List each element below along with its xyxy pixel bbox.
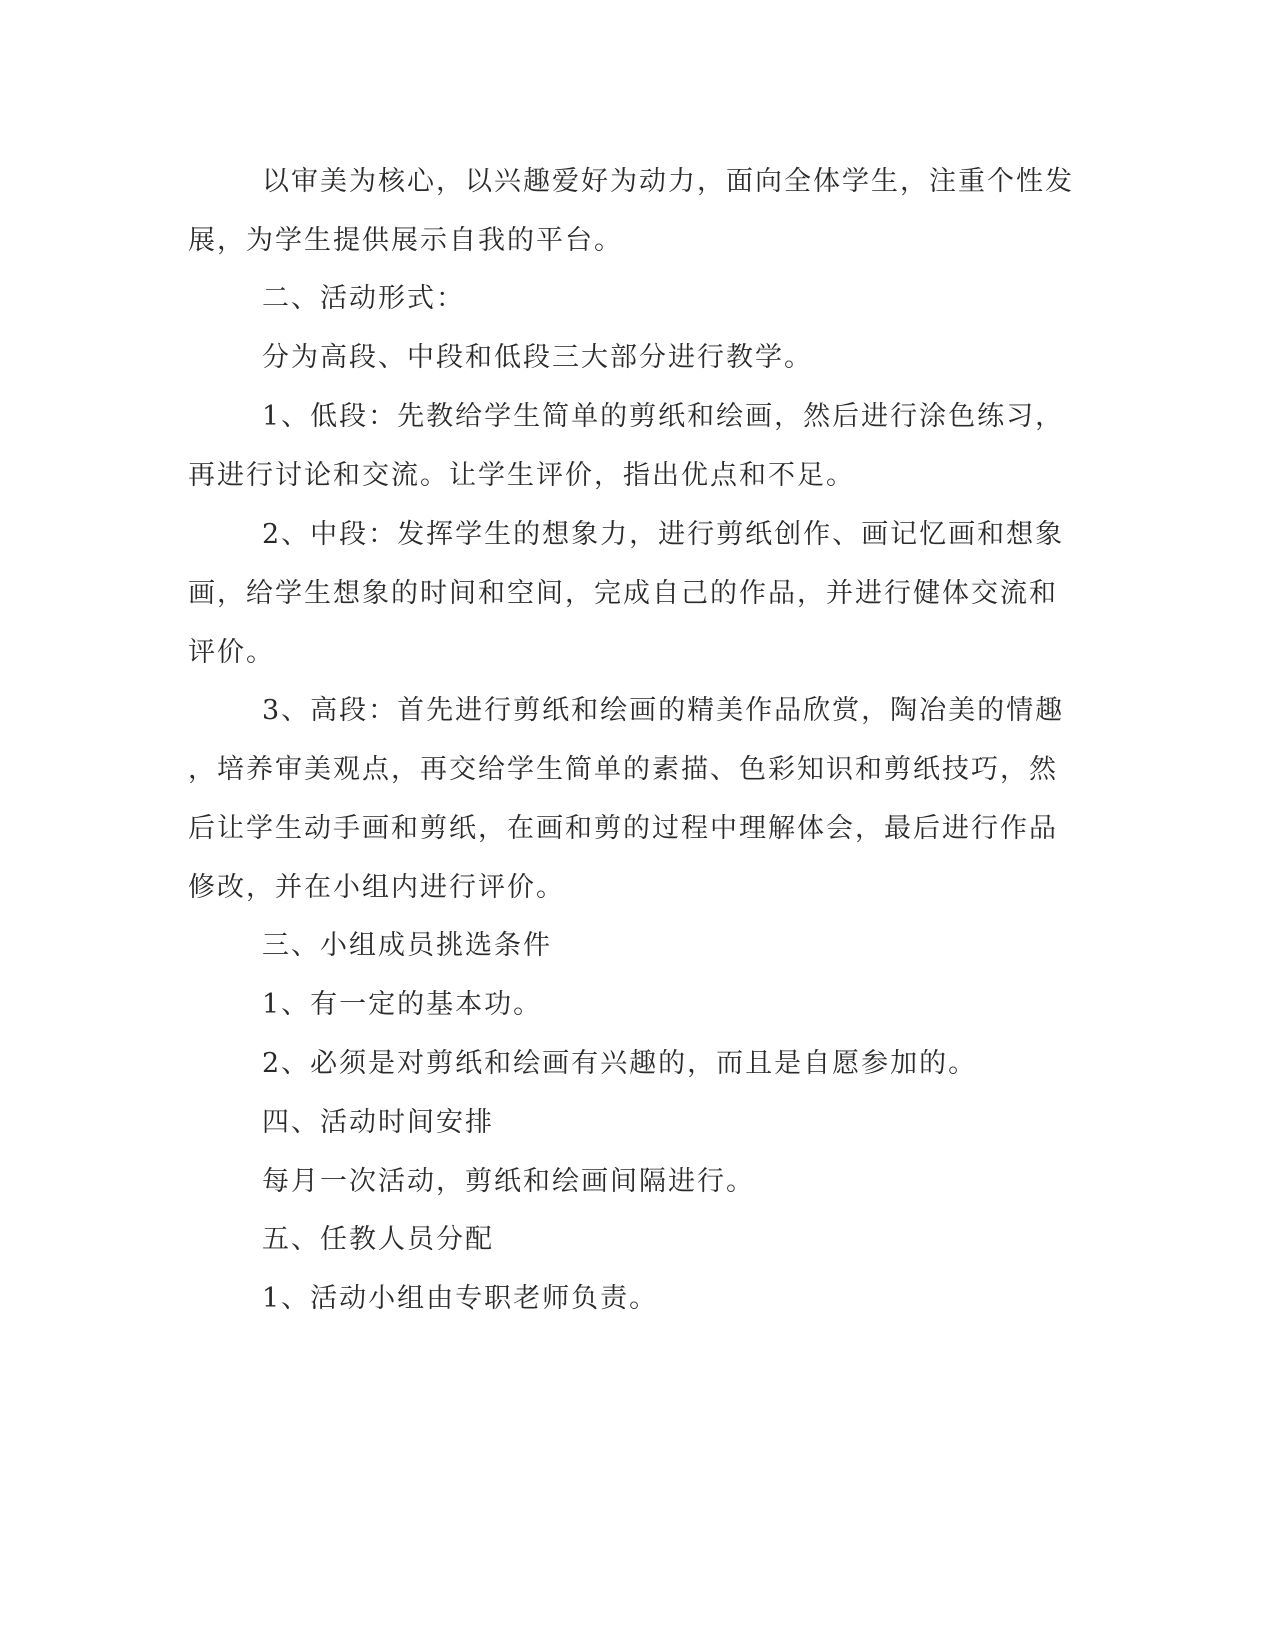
section-heading: 二、活动形式： [262, 283, 465, 314]
paragraph-line: 每月一次活动，剪纸和绘画间隔进行。 [262, 1166, 755, 1197]
list-item-line: 1、有一定的基本功。 [262, 989, 543, 1020]
section-heading: 五、任教人员分配 [262, 1224, 494, 1255]
list-item-line: 后让学生动手画和剪纸，在画和剪的过程中理解体会，最后进行作品 [188, 813, 1058, 844]
section-heading: 三、小组成员挑选条件 [262, 930, 552, 961]
list-item-line: 3、高段：首先进行剪纸和绘画的精美作品欣赏，陶冶美的情趣 [262, 695, 1065, 726]
paragraph-line: 展，为学生提供展示自我的平台。 [188, 225, 623, 256]
list-item-line: 画，给学生想象的时间和空间，完成自己的作品，并进行健体交流和 [188, 578, 1058, 609]
section-heading: 四、活动时间安排 [262, 1107, 494, 1138]
paragraph-line: 以审美为核心，以兴趣爱好为动力，面向全体学生，注重个性发 [262, 166, 1074, 197]
list-item-line: 1、低段：先教给学生简单的剪纸和绘画，然后进行涂色练习， [262, 401, 1065, 432]
list-item-line: 2、中段：发挥学生的想象力，进行剪纸创作、画记忆画和想象 [262, 519, 1065, 550]
list-item-line: 1、活动小组由专职老师负责。 [262, 1283, 659, 1314]
list-item-line: 修改，并在小组内进行评价。 [188, 872, 565, 903]
list-item-line: ，培养审美观点，再交给学生简单的素描、色彩知识和剪纸技巧，然 [188, 754, 1058, 785]
list-item-line: 评价。 [188, 637, 275, 668]
list-item-line: 再进行讨论和交流。让学生评价，指出优点和不足。 [188, 460, 855, 491]
list-item-line: 2、必须是对剪纸和绘画有兴趣的，而且是自愿参加的。 [262, 1048, 978, 1079]
paragraph-line: 分为高段、中段和低段三大部分进行教学。 [262, 342, 813, 373]
